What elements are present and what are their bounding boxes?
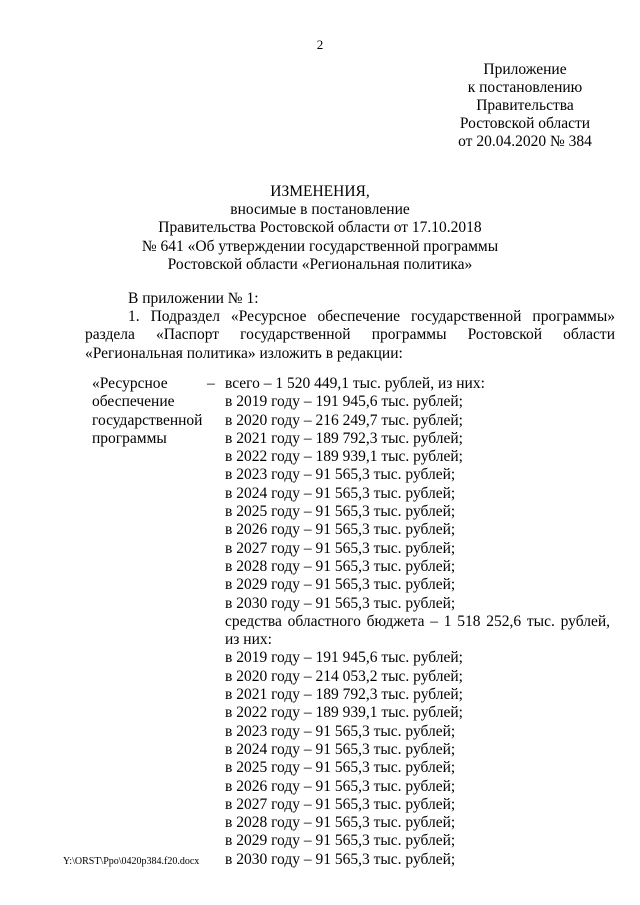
- appendix-line: Приложение: [483, 61, 567, 78]
- total-year-line: в 2021 году – 189 792,3 тыс. рублей;: [225, 429, 463, 447]
- title-line: ИЗМЕНЕНИЯ,: [270, 183, 370, 200]
- regional-year-line: в 2024 году – 91 565,3 тыс. рублей;: [225, 740, 456, 758]
- total-year-line: в 2026 году – 91 565,3 тыс. рублей;: [225, 521, 456, 539]
- regional-year-line: в 2021 году – 189 792,3 тыс. рублей;: [225, 686, 463, 704]
- total-year-line: в 2027 году – 91 565,3 тыс. рублей;: [225, 539, 456, 557]
- resources-label-line: обеспечение: [92, 393, 175, 411]
- title-line: вносимые в постановление: [230, 201, 410, 219]
- regional-budget-line: из них:: [225, 631, 272, 649]
- total-year-line: в 2028 году – 91 565,3 тыс. рублей;: [225, 557, 456, 575]
- title-line: № 641 «Об утверждении государственной программы: [141, 237, 499, 255]
- intro-text: В приложении № 1:: [128, 290, 259, 307]
- regional-year-line: в 2030 году – 91 565,3 тыс. рублей;: [225, 850, 456, 868]
- item-1-line: «Региональная политика» изложить в редакции:: [85, 344, 403, 362]
- appendix-line: Правительства: [476, 97, 574, 114]
- appendix-line: Ростовской области: [459, 115, 591, 132]
- resources-label: [92, 375, 212, 448]
- total-line: всего – 1 520 449,1 тыс. рублей, из них:: [225, 375, 485, 392]
- resources-label-line: государственной: [92, 411, 203, 429]
- regional-budget-line: средства областного бюджета – 1 518 252,6 тыс. рублей,: [225, 612, 610, 630]
- regional-year-line: в 2027 году – 91 565,3 тыс. рублей;: [225, 795, 456, 813]
- total-year-line: в 2030 году – 91 565,3 тыс. рублей;: [225, 594, 456, 612]
- total-year-line: в 2029 году – 91 565,3 тыс. рублей;: [225, 576, 456, 594]
- item-1-line: 1. Подраздел «Ресурсное обеспечение государственной программы»: [128, 308, 615, 325]
- total-year-line: в 2024 году – 91 565,3 тыс. рублей;: [225, 484, 456, 502]
- total-year-line: в 2025 году – 91 565,3 тыс. рублей;: [225, 503, 456, 521]
- title-line: Правительства Ростовской области от 17.10.2018: [158, 219, 482, 237]
- regional-year-line: в 2023 году – 91 565,3 тыс. рублей;: [225, 722, 456, 740]
- file-path-footer: Y:\ORST\Ppo\0420p384.f20.docx: [63, 856, 200, 867]
- total-year-line: в 2019 году – 191 945,6 тыс. рублей;: [225, 393, 463, 411]
- appendix-header: [430, 61, 620, 151]
- resources-label-line: «Ресурсное: [92, 375, 168, 392]
- total-year-line: в 2020 году – 216 249,7 тыс. рублей;: [225, 411, 463, 429]
- total-year-line: в 2023 году – 91 565,3 тыс. рублей;: [225, 466, 456, 484]
- item-1-paragraph: [85, 308, 615, 363]
- regional-year-line: в 2019 году – 191 945,6 тыс. рублей;: [225, 649, 463, 667]
- regional-year-line: в 2028 году – 91 565,3 тыс. рублей;: [225, 814, 456, 832]
- resources-dash: –: [207, 375, 215, 392]
- intro-paragraph: [85, 290, 615, 308]
- document-title: [130, 183, 510, 274]
- regional-year-line: в 2020 году – 214 053,2 тыс. рублей;: [225, 667, 463, 685]
- appendix-line: к постановлению: [467, 79, 583, 96]
- resources-values: [225, 375, 610, 869]
- item-1-line: раздела «Паспорт государственной программы Ростовской области: [85, 326, 615, 344]
- page-number: 2: [316, 37, 324, 52]
- total-year-line: в 2022 году – 189 939,1 тыс. рублей;: [225, 448, 463, 466]
- regional-year-line: в 2025 году – 91 565,3 тыс. рублей;: [225, 759, 456, 777]
- title-line: Ростовской области «Региональная политика»: [167, 255, 473, 273]
- resources-label-line: программы: [92, 429, 167, 447]
- appendix-line: от 20.04.2020 № 384: [458, 133, 592, 150]
- regional-year-line: в 2026 году – 91 565,3 тыс. рублей;: [225, 777, 456, 795]
- regional-year-line: в 2022 году – 189 939,1 тыс. рублей;: [225, 704, 463, 722]
- regional-year-line: в 2029 году – 91 565,3 тыс. рублей;: [225, 832, 456, 850]
